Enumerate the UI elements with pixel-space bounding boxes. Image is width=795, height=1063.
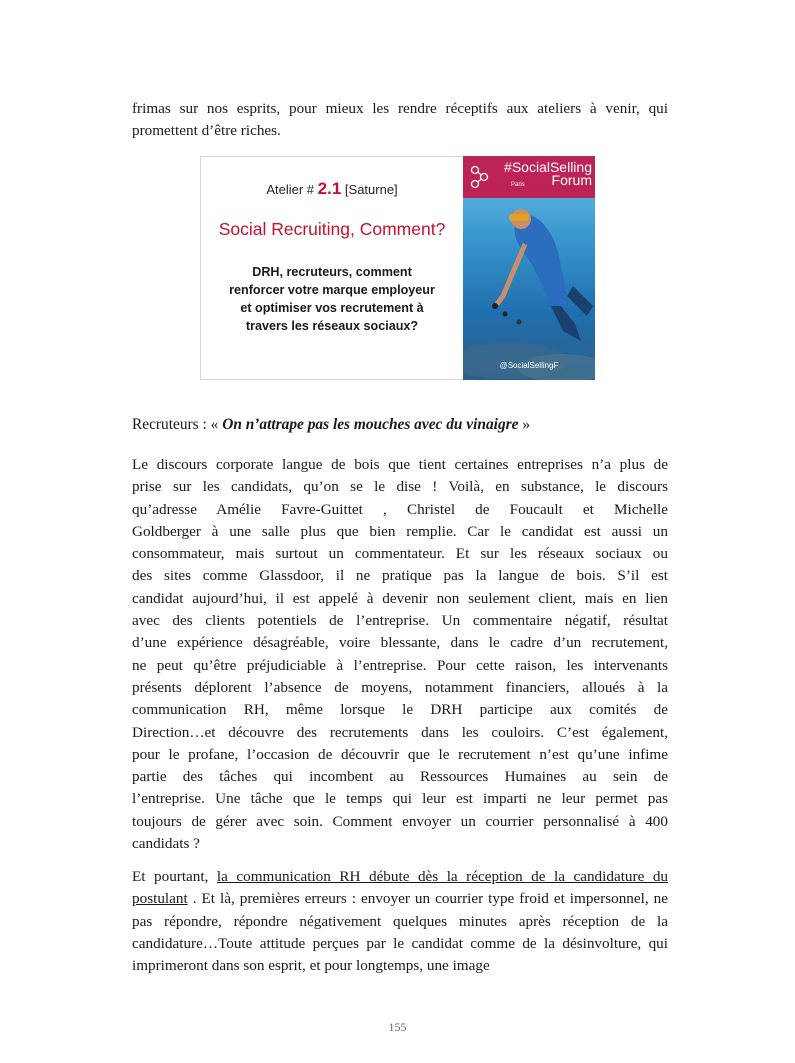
paragraph-line: prise sur les candidats, qu’on se le dise ! Voilà, en substance, le discours (132, 478, 668, 496)
paragraph2-lead: Et pourtant, (132, 868, 217, 885)
paragraph-recruiters (132, 454, 668, 855)
paragraph-line: d’une expérience désagréable, voire blessante, dans le cadre d’un recrutement, (132, 634, 668, 652)
paragraph-line: des sites comme Glassdoor, il ne pratique pas la langue de bois. S’il est (132, 567, 668, 585)
paragraph-line: avec des clients potentiels de l’entreprise. Un commentaire négatif, résultat (132, 612, 668, 630)
paragraph-line: partie des tâches qui incombent au Ressources Humaines au sein de (132, 768, 668, 786)
event-figure (200, 156, 595, 380)
paragraph2-underlined: la communication RH débute dès la réception de la candidature du postulant (132, 868, 669, 908)
poster-handle: @SocialSellingF (499, 361, 559, 370)
paragraph-line: toujours de gérer avec soin. Comment envoyer un courrier personnalisé à 400 (132, 812, 668, 830)
workshop-slide (200, 156, 464, 380)
paragraph-line: présents déplorent l’absence de moyens, notamment financiers, alloués à la (132, 678, 668, 696)
paragraph-line: Goldberger à une salle plus que bien remplie. Car le candidat est aussi un (132, 522, 668, 540)
paragraph-line: qu’adresse Amélie Favre-Guittet , Christel de Foucault et Michelle (132, 500, 668, 518)
section-heading (132, 416, 530, 434)
paragraph-line: pour le profane, l’occasion de découvrir que le recrutement n’est qu’une infime (132, 745, 668, 763)
workshop-label (201, 179, 463, 199)
heading-suffix: » (522, 416, 531, 433)
workshop-prefix: Atelier # (266, 182, 315, 197)
workshop-room: [Saturne] (344, 182, 398, 197)
paragraph-line: Le discours corporate langue de bois que tient certaines entreprises n’a plus de (132, 456, 668, 473)
network-logo-icon (469, 164, 491, 190)
heading-quote: On n’attrape pas les mouches avec du vinaigre (222, 416, 519, 433)
paragraph2-rest: . Et là, premières erreurs : envoyer un courrier type froid et impersonnel, ne pas répondre, répondre négativement quelques minutes après réception de la candidature…Toute attitude perçues par le candidat comme de la désinvolture, qui imprimeront dans son esprit, et pour longtemps, une image (132, 890, 668, 975)
page-number: 155 (388, 1020, 407, 1034)
workshop-title: Social Recruiting, Comment? (218, 219, 446, 239)
intro-paragraph: frimas sur nos esprits, pour mieux les rendre réceptifs aux ateliers à venir, qui promettent d’être riches. (132, 100, 668, 140)
paragraph-line: ne peut qu’être préjudiciable à l’entreprise. Pour cette raison, les intervenants (132, 656, 668, 674)
paragraph-line: candidat aujourd’hui, il est appelé à devenir non seulement client, mais en lien (132, 589, 668, 607)
poster-city: Paris (511, 182, 525, 188)
paragraph-line: consommateur, mais surtout un commentateur. Et sur les réseaux sociaux ou (132, 545, 668, 563)
poster-title: #SocialSelling Forum (504, 159, 592, 188)
paragraph-communication (132, 866, 668, 977)
diver-photo (463, 156, 595, 380)
paragraph-line: candidats ? (132, 835, 200, 853)
workshop-number: 2.1 (317, 179, 342, 198)
paragraph-line: communication RH, même lorsque le DRH participe aux comités de (132, 701, 668, 719)
paragraph-line: Direction…et découvre des recrutements dans les couloirs. C’est également, (132, 723, 668, 741)
paragraph-line: l’entreprise. Une tâche que le temps qui leur est imparti ne leur permet pas (132, 790, 668, 808)
workshop-description: DRH, recruteurs, comment renforcer votre marque employeur et optimiser vos recrutement à travers les réseaux sociaux? (229, 265, 435, 333)
heading-prefix: Recruteurs : « (132, 416, 219, 433)
